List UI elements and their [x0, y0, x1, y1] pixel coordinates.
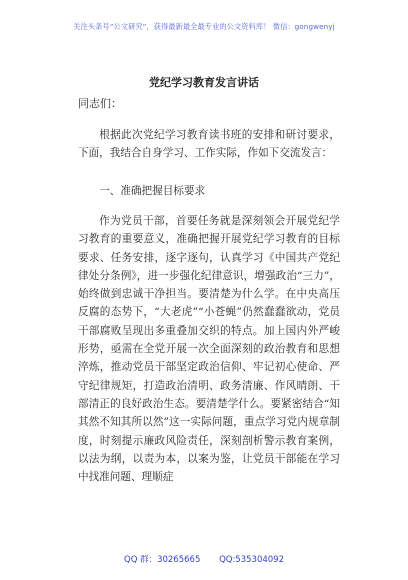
footer-qq-group: QQ 群：30265665	[124, 555, 201, 565]
intro-paragraph: 根据此次党纪学习教育读书班的安排和研讨要求，下面，我结合自身学习、工作实际，作如下交流发言：	[78, 129, 340, 160]
footer-qq: QQ:535304092	[219, 555, 284, 565]
section-heading: 一、准确把握目标要求	[99, 185, 206, 197]
greeting: 同志们：	[78, 97, 122, 110]
body-paragraph: 作为党员干部，首要任务就是深刻领会开展党纪学习教育的重要意义，准确把握开展党纪学习教育的目标要求、任务安排，逐字逐句，认真学习《中国共产党纪律处分条例》，进一步强化纪律意识，增强政治“三力”，始终做到忠诚干净担当。要清楚为什么学。在中央高压反腐的态势下，“大老虎”“小苍蝇”仍然蠢蠢欲动，党员干部腐败呈现出多重叠加交织的特点。加上国内外严峻形势，亟需在全党开展一次全面深刻的政治教育和思想淬炼，推动党员干部坚定政治信仰、牢记初心使命、严守纪律规矩，打造政治清明、政务清廉、作风晴朗、干部清正的良好政治生态。要清楚学什么。要紧密结合“知其然不知其所以然”这一实际问题，重点学习党内规章制度，时刻提示廉政风险责任，深刻剖析警示教育案例，以法为纲，以责为本，以案为鉴，让党员干部能在学习中找准问题、理顺症	[78, 215, 340, 484]
footer-contact	[0, 553, 408, 565]
document-title: 党纪学习教育发言讲话	[149, 76, 259, 89]
header-promo-note: 关注头条号“公文研究”，获得最新最全最专业的公文资料库！ 微信：gongwenyj	[73, 22, 335, 31]
